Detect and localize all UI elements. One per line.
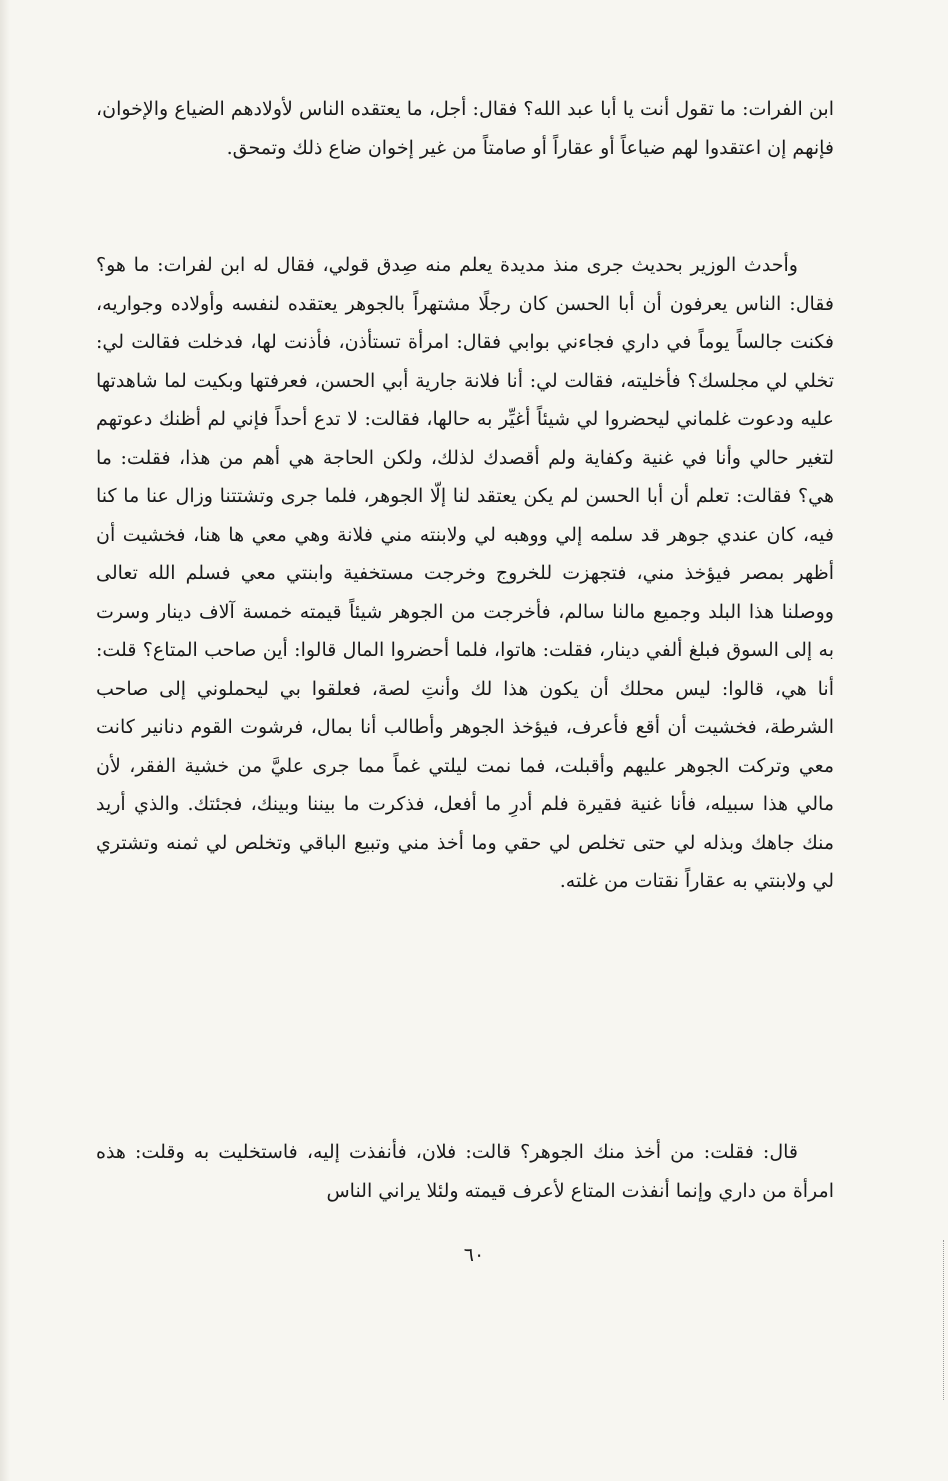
paragraph-3 bbox=[96, 1133, 834, 1210]
paragraph-2-text: وأحدث الوزير بحديث جرى منذ مديدة يعلم منه صِدق قولي، فقال له ابن لفرات: ما هو؟ فقال: الناس يعرفون أن أبا الحسن كان رجلًا مشتهراً بالجوهر يعتقده لنفسه وأولاده وجواريه، فكنت جالساً يوماً في داري فجاءني بوابي فقال: امرأة تستأذن، فأذنت لها، فدخلت فقالت لي: تخلي لي مجلسك؟ فأخليته، فقالت لي: أنا فلانة جارية أبي الحسن، فعرفتها وبكيت لما شاهدتها عليه ودعوت غلماني ليحضروا لي شيئاً أغيِّر به حالها، فقالت: لا تدع أحداً فإني لم أظنك دعوتهم لتغير حالي وأنا في غنية وكفاية ولم أقصدك لذلك، ولكن الحاجة هي أهم من هذا، فقلت: ما هي؟ فقالت: تعلم أن أبا الحسن لم يكن يعتقد لنا إلّا الجوهر، فلما جرى وتشتتنا وزال عنا ما كنا فيه، كان عندي جوهر قد سلمه إلي ووهبه لي ولابنته مني فلانة وهي معي ها هنا، فخشيت أن أظهر بمصر فيؤخذ مني، فتجهزت للخروج وخرجت مستخفية وابنتي معي فسلم الله تعالى ووصلنا هذا البلد وجميع مالنا سالم، فأخرجت من الجوهر شيئاً قيمته خمسة آلاف دينار وسرت به إلى السوق فبلغ ألفي دينار، فقلت: هاتوا، فلما أحضروا المال قالوا: أين صاحب المتاع؟ قلت: أنا هي، قالوا: ليس محلك أن يكون هذا لك وأنتِ لصة، فعلقوا بي ليحملوني إلى صاحب الشرطة، فخشيت أن أقع فأعرف، فيؤخذ الجوهر وأطالب أنا بمال، فرشوت القوم دنانير كانت معي وتركت الجوهر عليهم وأقبلت، فما نمت ليلتي غماً مما جرى عليَّ من خشية الفقر، لأن مالي هذا سبيله، فأنا غنية فقيرة فلم أدرِ ما أفعل، فذكرت ما بيننا وبينك، فجئتك. والذي أريد منك جاهك وبذله لي حتى تخلص لي حقي وما أخذ مني وتبيع الباقي وتخلص لي ثمنه وتشتري لي ولابنتي به عقاراً نقتات من غلته. bbox=[96, 254, 834, 892]
paragraph-1-text: ابن الفرات: ما تقول أنت يا أبا عبد الله؟ فقال: أجل، ما يعتقده الناس لأولادهم الضياع والإخوان، فإنهم إن اعتقدوا لهم ضياعاً أو عقاراً أو صامتاً من غير إخوان ضاع ذلك وتمحق. bbox=[96, 98, 834, 159]
scan-edge-marks bbox=[941, 1240, 944, 1400]
paragraph-3-text: قال: فقلت: من أخذ منك الجوهر؟ قالت: فلان، فأنفذت إليه، فاستخليت به وقلت: هذه امرأة من داري وإنما أنفذت المتاع لأعرف قيمته ولئلا يراني الناس bbox=[96, 1141, 834, 1202]
paragraph-1 bbox=[96, 90, 834, 167]
page-number: ٦٠ bbox=[463, 1244, 485, 1266]
paragraph-2 bbox=[96, 246, 834, 901]
